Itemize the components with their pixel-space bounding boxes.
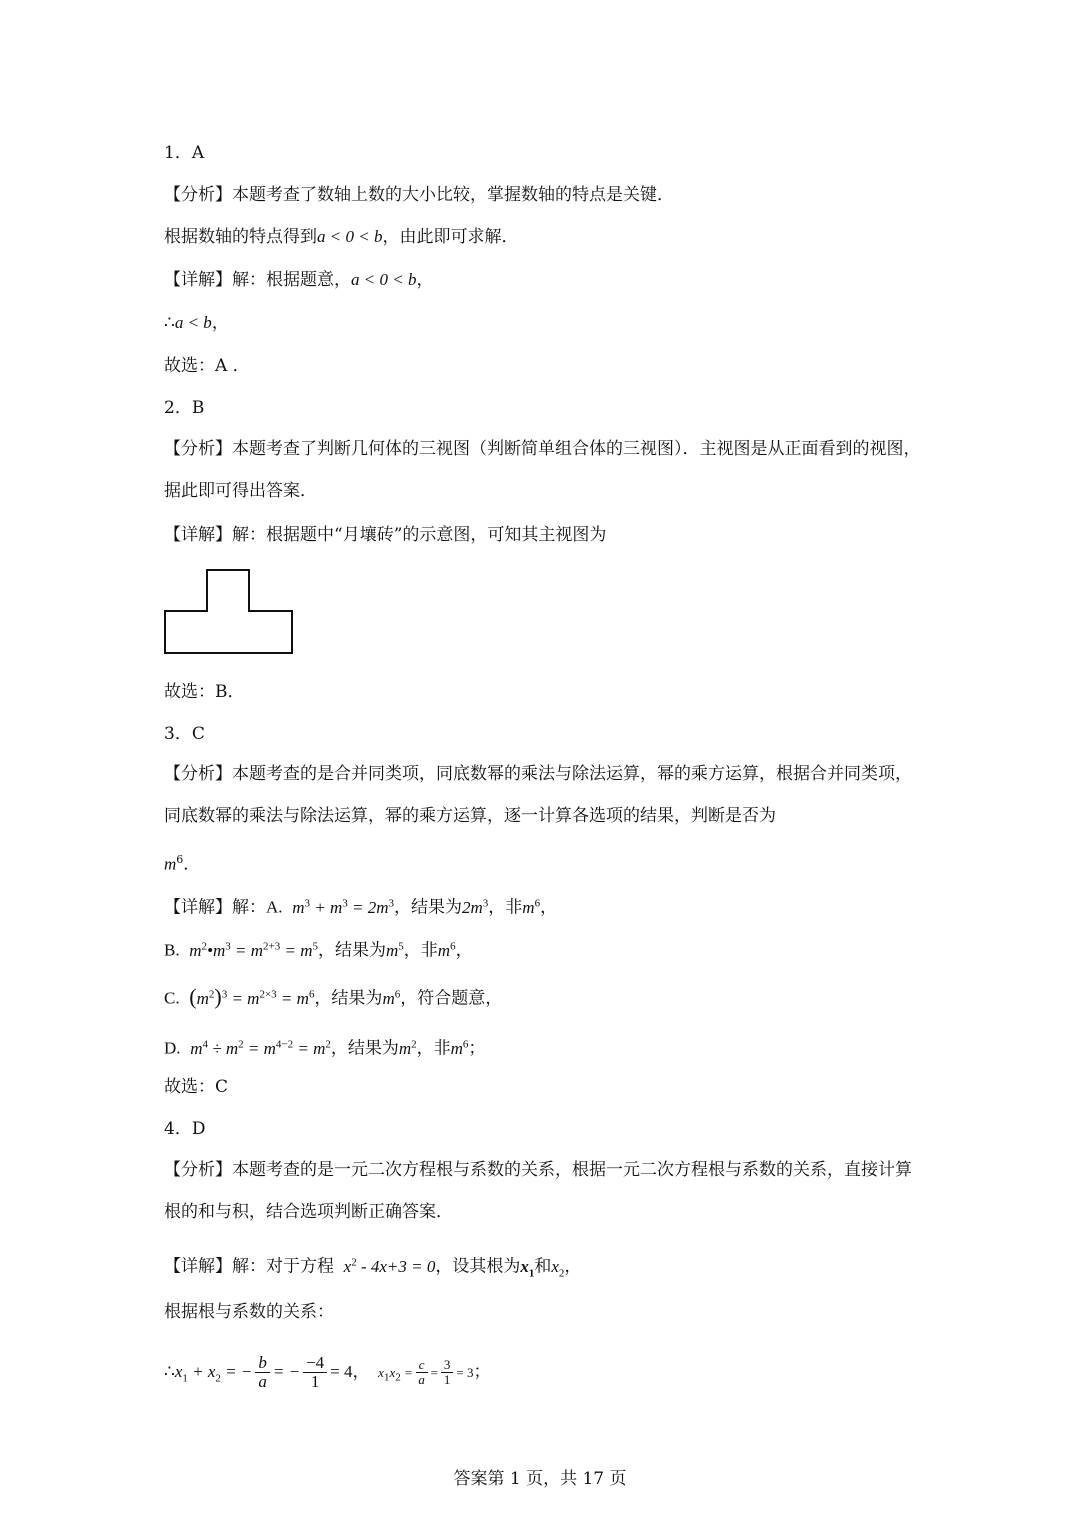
fraction-c-over-a: $\frac{c}{a}$: [416, 1358, 428, 1387]
q3-answer: 3．C: [164, 724, 205, 744]
q2-detail: 【详解】解：根据题中“月壤砖”的示意图，可知其主视图为: [164, 525, 607, 545]
q4-vieta: $\therefore x_1 + x_2$ = − $\frac{b}{a}$ = − $\frac{-4}{1}$ = 4， $x_1x_2$ = $\frac{c}{a}$ = $\frac{3}{1}$ = 3；: [164, 1353, 491, 1391]
math-inequality: a < b: [174, 313, 212, 332]
q4-detail: 【详解】解：对于方程 $x^2 - 4x+3 = 0$，设其根为$x_1$和$x_2$，: [164, 1256, 582, 1280]
q1-analysis: 【分析】本题考查了数轴上数的大小比较，掌握数轴的特点是关键．: [164, 185, 674, 205]
q3-detail-A: 【详解】解：A. $m^3 + m^3 = 2m^3$，结果为$2m^3$，非$m^6$，: [164, 897, 558, 918]
q3-choice: 故选：C: [164, 1077, 229, 1097]
q4-analysis: 【分析】本题考查的是一元二次方程根与系数的关系，根据一元二次方程根与系数的关系，直接计算根的和与积，结合选项判断正确答案．: [164, 1160, 912, 1222]
fraction-3-over-1: $\frac{3}{1}$: [441, 1358, 454, 1387]
q2-answer: 2．B: [164, 398, 205, 418]
q2-analysis: 【分析】本题考查了判断几何体的三视图（判断简单组合体的三视图）．主视图是从正面看到的视图，据此即可得出答案．: [164, 439, 921, 501]
q3-detail-C: C. $(m^2)^3 = m^{2\times 3} = m^6$，结果为$m^6$，符合题意，: [164, 983, 503, 1009]
math-inequality: a < 0 < b: [317, 227, 383, 246]
q1-choice: 故选：A ．: [164, 356, 250, 376]
q3-analysis: 【分析】本题考查的是合并同类项，同底数幂的乘法与除法运算，幂的乘方运算，根据合并同类项，同底数幂的乘法与除法运算，幂的乘方运算，逐一计算各选项的结果，判断是否为: [164, 764, 912, 826]
q2-choice: 故选：B．: [164, 682, 245, 702]
q1-answer: 1．A: [164, 143, 205, 163]
front-view-figure: [160, 565, 300, 660]
q3-analysis-end: $m^6$．: [164, 853, 201, 875]
q1-analysis-2: 根据数轴的特点得到a < 0 < b，由此即可求解．: [164, 227, 519, 247]
q1-therefore: ∴a < b，: [164, 313, 229, 333]
page-footer: 答案第 1 页，共 17 页: [453, 1469, 627, 1489]
q3-detail-D: D. $m^4 \div m^2 = m^{4-2} = m^2$，结果为$m^2$，非$m^6$；: [164, 1038, 486, 1059]
q3-detail-B: B. $m^2•m^3 = m^{2+3} = m^5$，结果为$m^5$，非$m^6$，: [164, 940, 473, 961]
q1-detail: 【详解】解：根据题意，a < 0 < b，: [164, 270, 434, 290]
fraction-minus4-over-1: $\frac{-4}{1}$: [303, 1354, 327, 1391]
q4-relation: 根据根与系数的关系：: [164, 1302, 334, 1322]
fraction-b-over-a: $\frac{b}{a}$: [255, 1354, 270, 1391]
q4-answer: 4．D: [164, 1119, 206, 1139]
math-inequality: a < 0 < b: [351, 270, 417, 289]
